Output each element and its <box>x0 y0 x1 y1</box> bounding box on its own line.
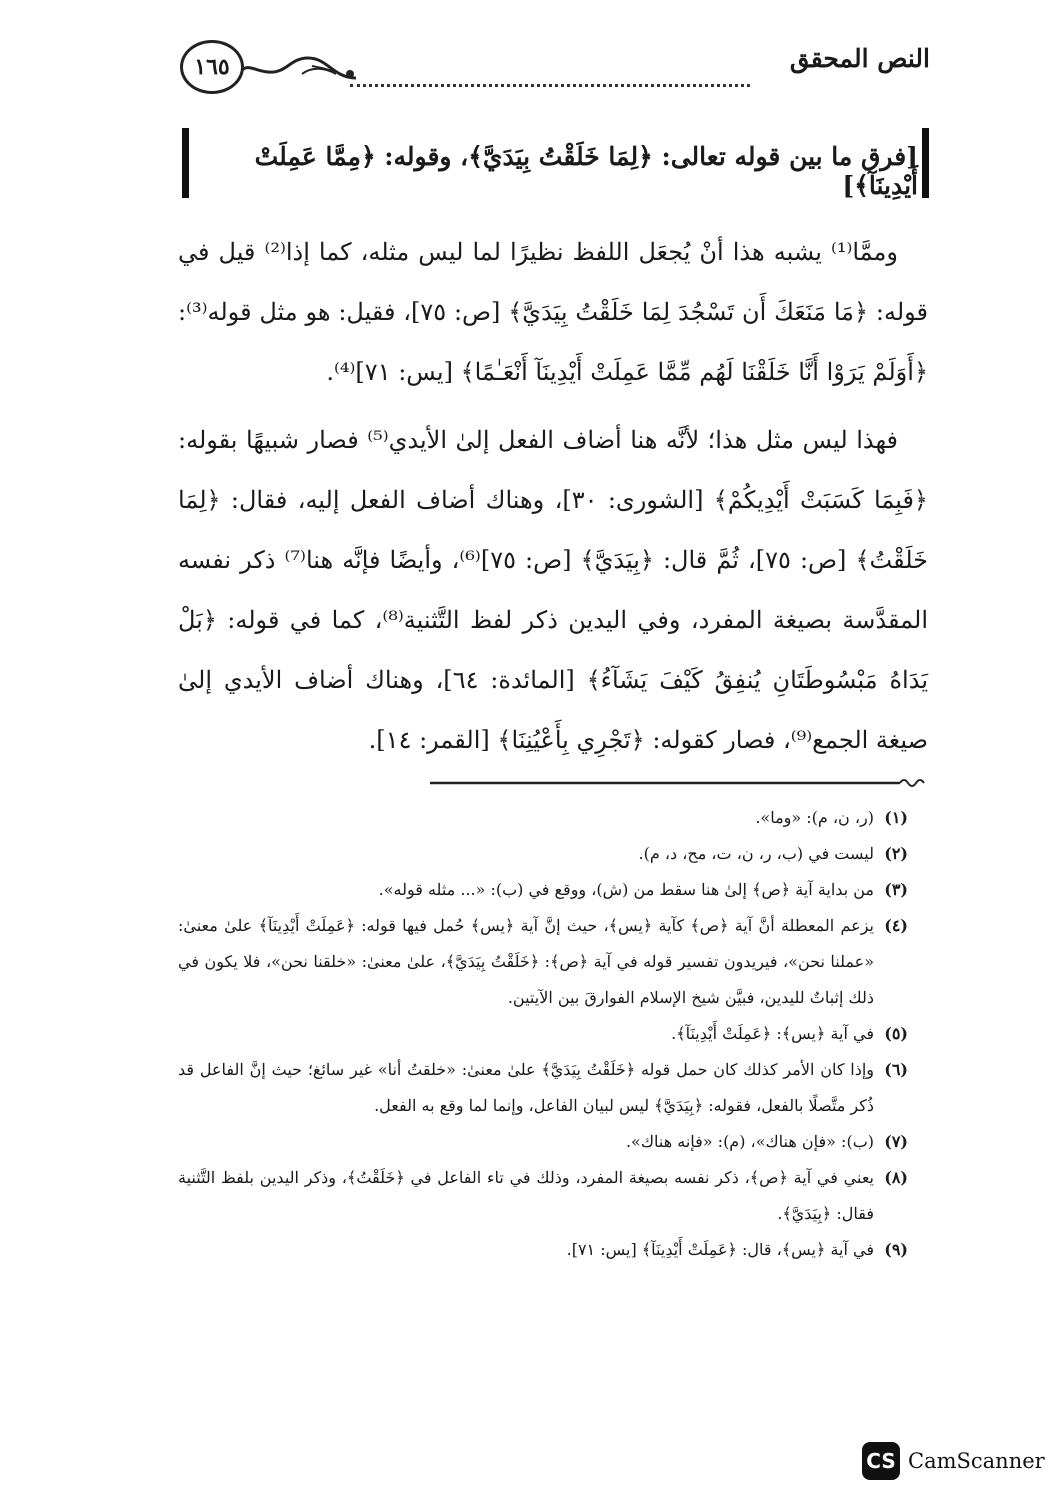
footnote-number: (٩) <box>884 1240 908 1259</box>
footnote <box>178 836 908 872</box>
footnote-text: يعني في آية ﴿ص﴾، ذكر نفسه بصيغة المفرد، وذلك في تاء الفاعل في ﴿خَلَقْتُ﴾، وذكر اليدين بلفظ التَّثنية فقال: ﴿بِيَدَيَّ﴾. <box>178 1168 875 1223</box>
footnote <box>178 1052 908 1124</box>
footnote <box>178 800 908 836</box>
flourish-ornament-icon <box>238 44 358 88</box>
paragraph: فهذا ليس مثل هذا؛ لأنَّه هنا أضاف الفعل إلىٰ الأيدي⁽⁵⁾ فصار شبيهًا بقوله: ﴿فَبِمَا كَسَبَتْ أَيْدِيكُمْ﴾ [الشورى: ٣٠]، وهناك أضاف الفعل إليه، فقال: ﴿لِمَا خَلَقْتُ﴾ [ص: ٧٥]، ثُمَّ قال: ﴿بِيَدَيَّ﴾ [ص: ٧٥]⁽⁶⁾، وأيضًا فإنَّه هنا⁽⁷⁾ ذكر نفسه المقدَّسة بصيغة المفرد، وفي اليدين ذكر لفظ التَّثنية⁽⁸⁾، كما في قوله: ﴿بَلْ يَدَاهُ مَبْسُوطَتَانِ يُنفِقُ كَيْفَ يَشَآءُ﴾ [المائدة: ٦٤]، وهناك أضاف الأيدي إلىٰ صيغة الجمع⁽⁹⁾، فصار كقوله: ﴿تَجْرِي بِأَعْيُنِنَا﴾ [القمر: ١٤]. <box>178 426 928 754</box>
section-bar-left <box>182 128 189 198</box>
footnote-text: (ب): «فإن هناك»، (م): «فإنه هناك». <box>625 1132 874 1151</box>
paragraph: وممَّا⁽¹⁾ يشبه هذا أنْ يُجعَل اللفظ نظيرًا لما ليس مثله، كما إذا⁽²⁾ قيل في قوله: ﴿مَا مَنَعَكَ أَن تَسْجُدَ لِمَا خَلَقْتُ بِيَدَيَّ﴾ [ص: ٧٥]، فقيل: هو مثل قوله⁽³⁾: ﴿أَوَلَمْ يَرَوْا أَنَّا خَلَقْنَا لَهُم مِّمَّا عَمِلَتْ أَيْدِينَآ أَنْعَـٰمًا﴾ [يس: ٧١]⁽⁴⁾. <box>178 238 928 386</box>
footnote-number: (٣) <box>884 880 908 899</box>
section-bar-right <box>922 128 929 198</box>
footnote-divider <box>430 776 928 790</box>
section-title: [فرق ما بين قوله تعالى: ﴿لِمَا خَلَقْتُ بِيَدَيَّ﴾، وقوله: ﴿مِمَّا عَمِلَتْ أَيْدِينَآ﴾] <box>254 142 918 200</box>
footnotes <box>178 800 908 1268</box>
footnote <box>178 1160 908 1232</box>
footnote <box>178 1232 908 1268</box>
footnote-text: في آية ﴿يس﴾: ﴿عَمِلَتْ أَيْدِينَآ﴾. <box>671 1024 874 1043</box>
camscanner-label: CamScanner <box>908 1449 1045 1473</box>
page-number: ١٦٥ <box>180 40 244 94</box>
footnote-number: (٦) <box>884 1060 908 1079</box>
footnote-text: ليست في (ب، ر، ن، ت، مح، د، م). <box>638 844 874 863</box>
footnote <box>178 1124 908 1160</box>
running-title: النص المحقق <box>789 44 930 73</box>
footnote <box>178 872 908 908</box>
footnote <box>178 1016 908 1052</box>
camscanner-logo-icon: CS <box>862 1442 900 1480</box>
footnote-text: يزعم المعطلة أنَّ آية ﴿ص﴾ كآية ﴿يس﴾، حيث إنَّ آية ﴿يس﴾ حُمل فيها قوله: ﴿عَمِلَتْ أَيْدِينَآ﴾ علىٰ معنىٰ: «عملنا نحن»، فيريدون تفسير قوله في آية ﴿ص﴾: ﴿خَلَقْتُ بِيَدَيَّ﴾، علىٰ معنىٰ: «خلقنا نحن»، فلا يكون في ذلك إثباتٌ لليدين، فبيَّن شيخ الإسلام الفوارقَ بين الآيتين. <box>178 916 874 1007</box>
footnote-number: (٥) <box>884 1024 908 1043</box>
footnote-text: وإذا كان الأمر كذلك كان حمل قوله ﴿خَلَقْتُ بِيَدَيَّ﴾ علىٰ معنىٰ: «خلقتُ أنا» غير سائغ؛ حيث إنَّ الفاعل قد ذُكر متَّصلًا بالفعل، فقوله: ﴿بِيَدَيَّ﴾ ليس لبيان الفاعل، وإنما لما وقع به الفعل. <box>178 1060 874 1115</box>
page-header <box>180 34 930 104</box>
footnote <box>178 908 908 1016</box>
main-text <box>178 222 928 770</box>
header-dotted-rule <box>350 84 750 87</box>
footnote-text: من بداية آية ﴿ص﴾ إلىٰ هنا سقط من (ش)، ووقع في (ب): «... مثله قوله». <box>378 880 874 899</box>
footnote-number: (٢) <box>884 844 908 863</box>
footnote-text: (ر، ن، م): «وما». <box>755 808 874 827</box>
footnote-number: (١) <box>884 808 908 827</box>
footnote-number: (٤) <box>884 916 908 935</box>
footnote-number: (٨) <box>884 1168 908 1187</box>
camscanner-watermark <box>862 1440 1045 1482</box>
footnote-number: (٧) <box>884 1132 908 1151</box>
footnote-text: في آية ﴿يس﴾، قال: ﴿عَمِلَتْ أَيْدِينَآ﴾ [يس: ٧١]. <box>566 1240 874 1259</box>
